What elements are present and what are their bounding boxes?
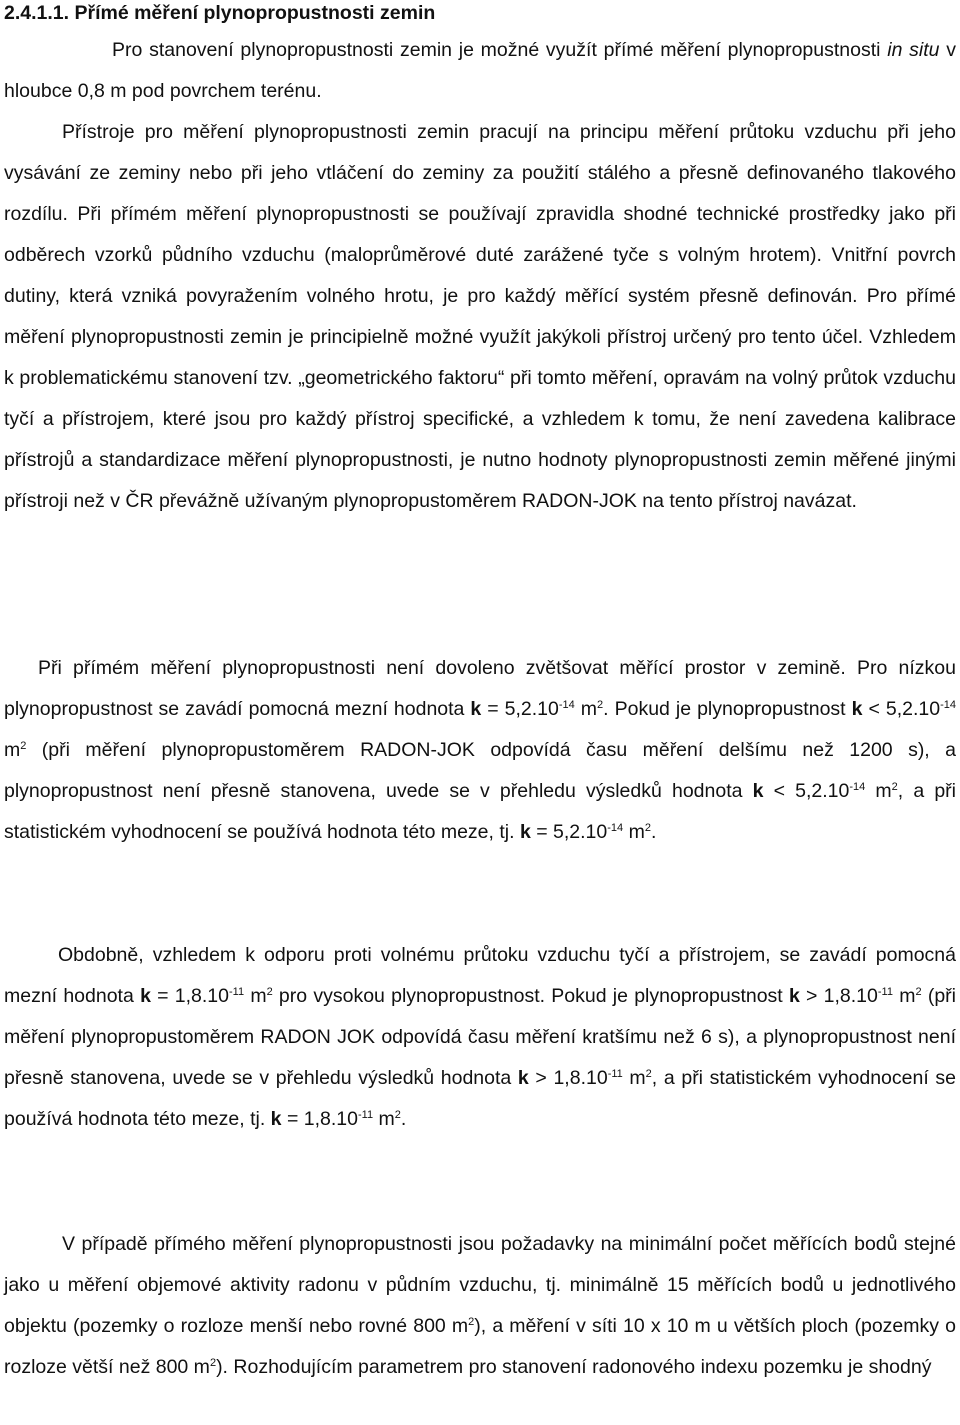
section-heading: 2.4.1.1. Přímé měření plynopropustnosti zemin (4, 2, 436, 24)
paragraph-5-text: ), a měření v síti 10 x 10 m u větších ploch (pozemky o rozloze větší než 800 m (4, 1315, 956, 1378)
exponent: 2 (394, 1109, 401, 1121)
paragraph-3-text: m (574, 698, 598, 720)
exponent: 2 (20, 740, 27, 752)
k-symbol: k (140, 985, 151, 1007)
exponent: 2 (644, 822, 651, 834)
paragraph-3 (4, 648, 956, 853)
k-symbol: k (851, 698, 863, 720)
paragraph-4-text: m (892, 985, 916, 1007)
paragraph-4-text: = 1,8.10 (150, 985, 229, 1007)
paragraph-3-text: Při přímém měření plynopropustnosti není dovoleno zvětšovat měřící prostor v zemině. Pro nízkou plynopropustnost se zavádí pomocná mezní hodnota (4, 657, 956, 720)
paragraph-1-text-a: Pro stanovení plynopropustnosti zemin je možné využít přímé měření plynopropustnosti (112, 39, 888, 61)
k-symbol: k (470, 698, 482, 720)
exponent: 2 (915, 986, 922, 998)
paragraph-4-text: , a při statistickém vyhodnocení se používá hodnota této meze, tj. (4, 1067, 956, 1130)
paragraph-3-text: . (650, 821, 657, 843)
paragraph-3-text: < 5,2.10 (763, 780, 850, 802)
paragraph-3-text: < 5,2.10 (862, 698, 941, 720)
exponent: -14 (558, 699, 575, 711)
paragraph-3-text: = 5,2.10 (481, 698, 559, 720)
paragraph-4-text: > 1,8.10 (528, 1067, 608, 1089)
k-symbol: k (752, 780, 764, 802)
exponent: 2 (891, 781, 898, 793)
paragraph-4-text: = 1,8.10 (281, 1108, 358, 1130)
k-symbol: k (519, 821, 531, 843)
exponent: 2 (468, 1316, 475, 1328)
paragraph-3-text: , a při statistickém vyhodnocení se používá hodnota této meze, tj. (4, 780, 956, 843)
paragraph-3-text: m (865, 780, 892, 802)
paragraph-2: Přístroje pro měření plynopropustnosti zemin pracují na principu měření průtoku vzduchu při jeho vysávání ze zeminy nebo při jeho vtláčení do zeminy za použití stálého a přesně definovaného tlakového rozdílu. Při přímém měření plynopropustnosti se používají zpravidla shodné technické prostředky jako při odběrech vzorků půdního vzduchu (maloprůměrové duté zarážené tyče s volným hrotem). Vnitřní povrch dutiny, která vzniká povyražením volného hrotu, je pro každý měřící systém přesně definován. Pro přímé měření plynopropustnosti zemin je principielně možné využít jakýkoli přístroj určený pro tento účel. Vzhledem k problematickému stanovení tzv. „geometrického faktoru“ při tomto měření, opravám na volný průtok vzduchu tyčí a přístrojem, které jsou pro každý přístroj specifické, a vzhledem k tomu, že není zavedena kalibrace přístrojů a standardizace měření plynopropustnosti, je nutno hodnoty plynopropustnosti zemin měřené jinými přístroji než v ČR převážně užívaným plynopropustoměrem RADON-JOK na tento přístroj navázat. (4, 121, 956, 512)
exponent: -14 (849, 781, 866, 793)
exponent: -11 (607, 1068, 623, 1080)
exponent: 2 (266, 986, 273, 998)
paragraph-4-text: m (373, 1108, 395, 1130)
paragraph-3-text: = 5,2.10 (530, 821, 608, 843)
paragraph-1 (4, 30, 956, 112)
paragraph-4-text: pro vysokou plynopropustnost. Pokud je plynopropustnost (272, 985, 789, 1007)
paragraph-4-text: m (622, 1067, 646, 1089)
paragraph-3-text: m (4, 739, 21, 761)
paragraph-3-text: m (623, 821, 645, 843)
exponent: -14 (940, 699, 956, 711)
paragraph-5-text: ). Rozhodujícím parametrem pro stanovení radonového indexu pozemku je shodný (216, 1356, 932, 1378)
paragraph-3-text: (při měření plynopropustoměrem RADON-JOK odpovídá času měření delšímu než 1200 s), a plynopropustnost není přesně stanovena, uvede se v přehledu výsledků hodnota (4, 739, 956, 802)
exponent: 2 (597, 699, 604, 711)
paragraph-5-text: V případě přímého měření plynopropustnosti jsou požadavky na minimální počet měřících bodů stejné jako u měření objemové aktivity radonu v půdním vzduchu, tj. minimálně 15 měřících bodů u jednotlivého objektu (pozemky o rozloze menší nebo rovné 800 m (4, 1233, 956, 1337)
exponent: -11 (229, 986, 245, 998)
exponent: 2 (645, 1068, 652, 1080)
paragraph-4-text: > 1,8.10 (799, 985, 878, 1007)
exponent: -11 (877, 986, 893, 998)
paragraph-4 (4, 935, 956, 1140)
paragraph-4-text: (při měření plynopropustoměrem RADON JOK odpovídá času měření kratšímu než 6 s), a plynopropustnost není přesně stanovena, uvede se v přehledu výsledků hodnota (4, 985, 956, 1089)
paragraph-4-text: Obdobně, vzhledem k odporu proti volnému průtoku vzduchu tyčí a přístrojem, se zavádí pomocná mezní hodnota (4, 944, 956, 1007)
paragraph-1-text-b: v hloubce 0,8 m pod povrchem terénu. (4, 39, 956, 102)
k-symbol: k (788, 985, 800, 1007)
paragraph-5 (4, 1224, 956, 1388)
k-symbol: k (270, 1108, 282, 1130)
paragraph-1-italic: in situ (887, 39, 940, 61)
paragraph-4-text: m (244, 985, 267, 1007)
exponent: -11 (357, 1109, 374, 1121)
exponent: -14 (607, 822, 624, 834)
k-symbol: k (517, 1067, 529, 1089)
paragraph-3-text: . Pokud je plynopropustnost (603, 698, 852, 720)
paragraph-4-text: . (400, 1108, 407, 1130)
exponent: 2 (209, 1357, 217, 1369)
